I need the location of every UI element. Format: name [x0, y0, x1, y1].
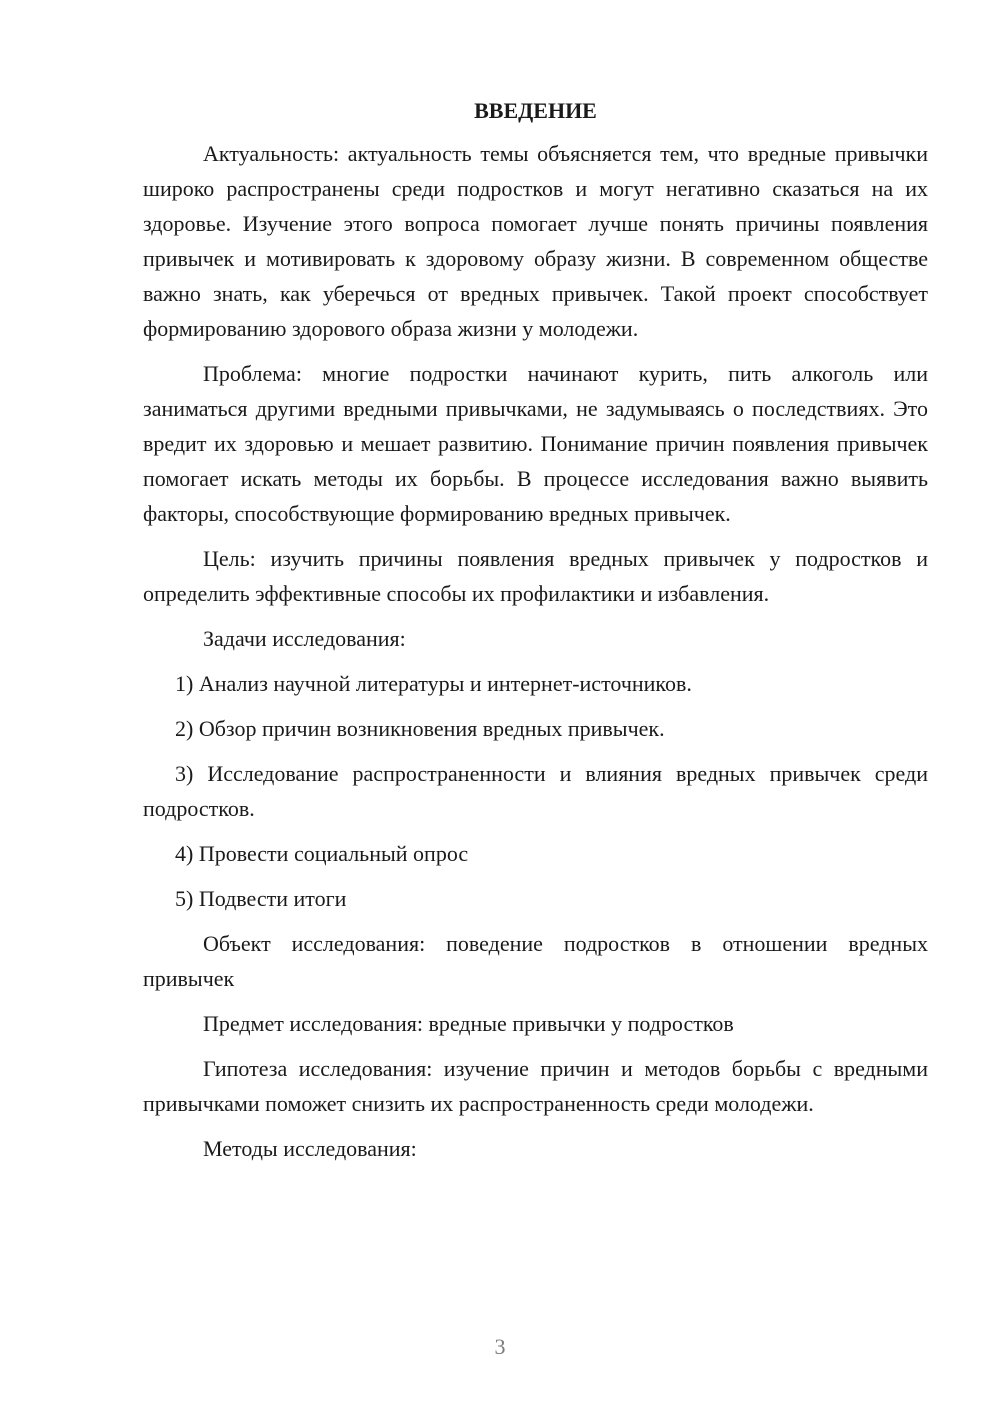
task-item-5: 5) Подвести итоги	[175, 886, 347, 911]
task-item-4: 4) Провести социальный опрос	[175, 841, 469, 866]
subject-paragraph: Предмет исследования: вредные привычки у подростков	[203, 1011, 734, 1036]
relevance-paragraph: Актуальность: актуальность темы объясняется тем, что вредные привычки широко распространены среди подростков и могут негативно сказаться на их здоровье. Изучение этого вопроса помогает лучше понять причины появления привычек и мотивировать к здоровому образу жизни. В современном обществе важно знать, как уберечься от вредных привычек. Такой проект способствует формированию здорового образа жизни у молодежи.	[143, 141, 928, 341]
problem-paragraph: Проблема: многие подростки начинают курить, пить алкоголь или заниматься другими вредными привычками, не задумываясь о последствиях. Это вредит их здоровью и мешает развитию. Понимание причин появления привычек помогает искать методы их борьбы. В процессе исследования важно выявить факторы, способствующие формированию вредных привычек.	[143, 361, 928, 526]
page-content	[143, 96, 928, 1176]
page-number: 3	[494, 1334, 506, 1359]
goal-paragraph: Цель: изучить причины появления вредных привычек у подростков и определить эффективные способы их профилактики и избавления.	[143, 546, 928, 606]
tasks-title: Задачи исследования:	[203, 626, 406, 651]
task-item-1: 1) Анализ научной литературы и интернет-источников.	[175, 671, 692, 696]
section-heading: ВВЕДЕНИЕ	[474, 98, 597, 123]
task-item-3: 3) Исследование распространенности и влияния вредных привычек среди подростков.	[143, 761, 928, 821]
object-paragraph: Объект исследования: поведение подростков в отношении вредных привычек	[143, 931, 928, 991]
task-item-2: 2) Обзор причин возникновения вредных привычек.	[175, 716, 665, 741]
hypothesis-paragraph: Гипотеза исследования: изучение причин и методов борьбы с вредными привычками поможет снизить их распространенность среди молодежи.	[143, 1056, 928, 1116]
methods-title: Методы исследования:	[203, 1136, 417, 1161]
